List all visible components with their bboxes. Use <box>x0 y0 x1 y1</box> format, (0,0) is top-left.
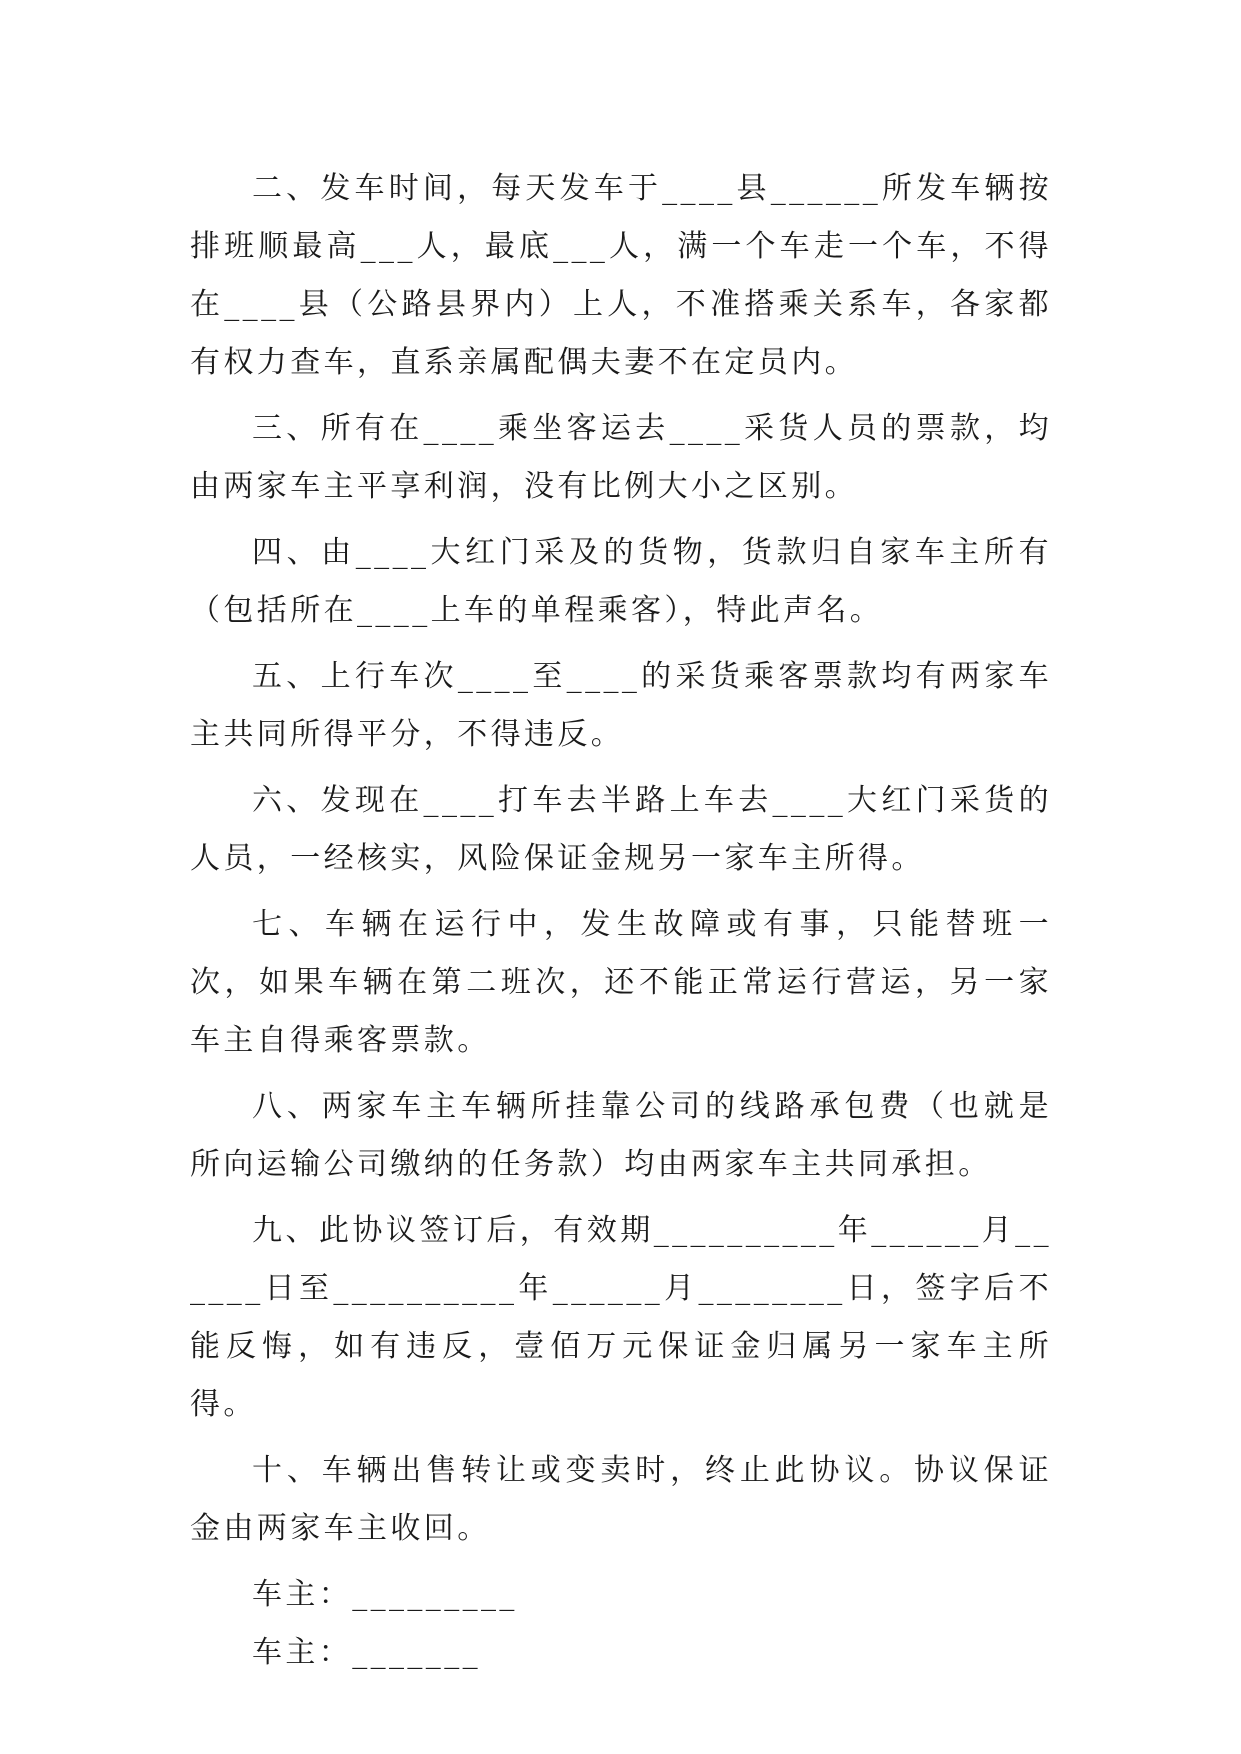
clause-9: 九、此协议签订后，有效期__________年______月______日至__________年______月________日，签字后不能反悔，如有违反，壹佰万元保证金归属另一家车主所得。 <box>190 1213 1052 1422</box>
document-body <box>190 160 1052 1682</box>
owner-signature-2: 车主：_______ <box>252 1635 481 1670</box>
clause-5: 五、上行车次____至____的采货乘客票款均有两家车主共同所得平分，不得违反。 <box>190 659 1052 752</box>
owner-signature-1: 车主：_________ <box>252 1577 518 1612</box>
clause-6: 六、发现在____打车去半路上车去____大红门采货的人员，一经核实，风险保证金规另一家车主所得。 <box>190 783 1052 876</box>
clause-8: 八、两家车主车辆所挂靠公司的线路承包费（也就是所向运输公司缴纳的任务款）均由两家车主共同承担。 <box>190 1089 1052 1182</box>
clause-2: 二、发车时间，每天发车于____县______所发车辆按排班顺最高___人，最底___人，满一个车走一个车，不得在____县（公路县界内）上人，不准搭乘关系车，各家都有权力查车，直系亲属配偶夫妻不在定员内。 <box>190 171 1052 380</box>
clause-7: 七、车辆在运行中，发生故障或有事，只能替班一次，如果车辆在第二班次，还不能正常运行营运，另一家车主自得乘客票款。 <box>190 907 1052 1058</box>
clause-4: 四、由____大红门采及的货物，货款归自家车主所有（包括所在____上车的单程乘客），特此声名。 <box>190 535 1052 628</box>
clause-3: 三、所有在____乘坐客运去____采货人员的票款，均由两家车主平享利润，没有比例大小之区别。 <box>190 411 1052 504</box>
clause-10: 十、车辆出售转让或变卖时，终止此协议。协议保证金由两家车主收回。 <box>190 1453 1052 1546</box>
